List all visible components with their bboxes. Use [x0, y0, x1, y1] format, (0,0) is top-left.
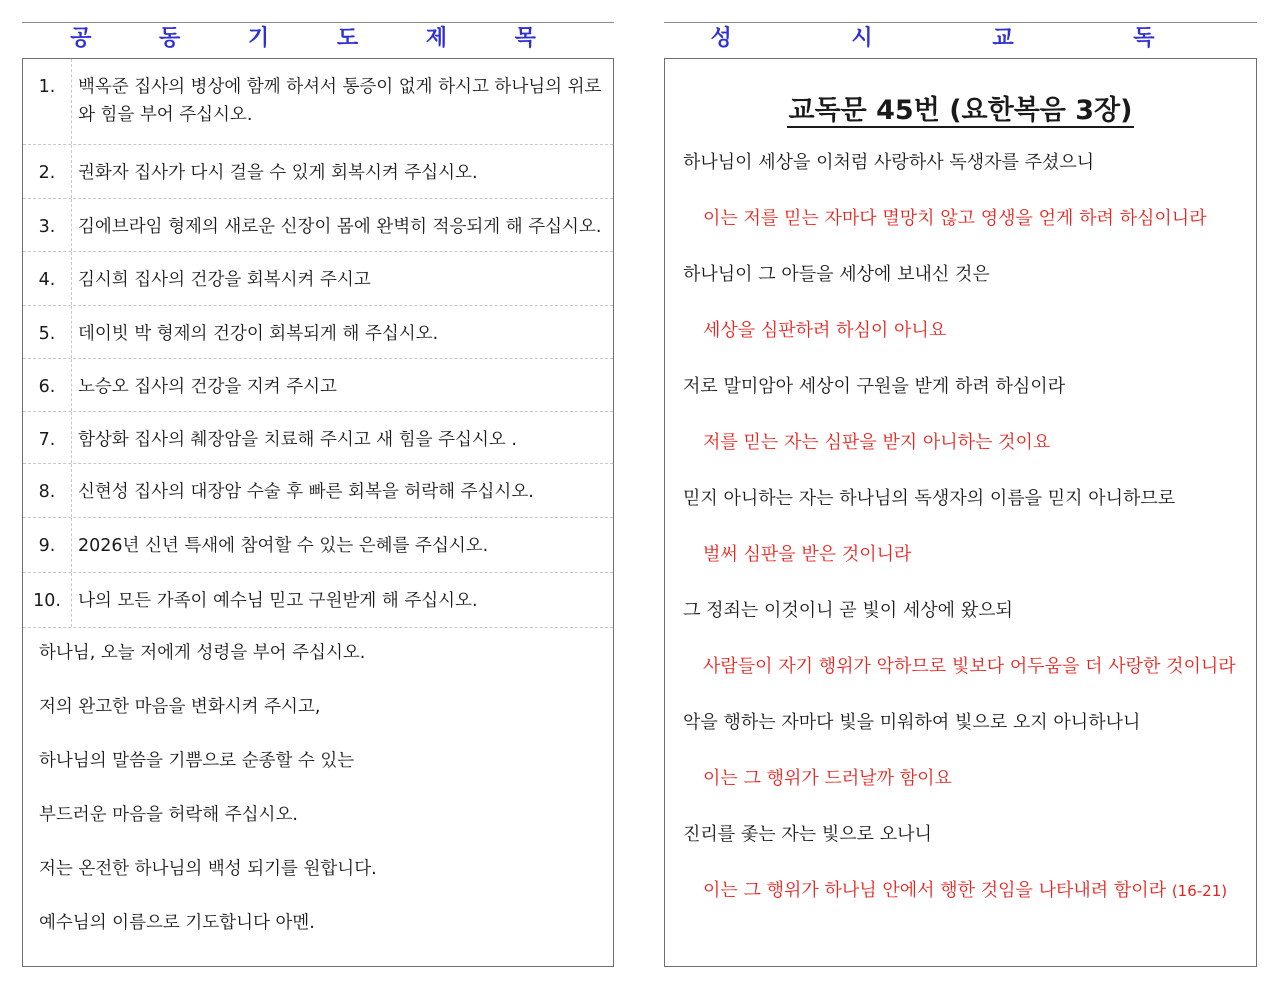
prayer-header-title: 공 동 기 도 제 목 [70, 26, 566, 51]
prayer-item [23, 518, 613, 573]
reading-lines [665, 149, 1256, 933]
prayer-item-text: 함상화 집사의 췌장암을 치료해 주시고 새 힘을 주십시오 . [78, 430, 517, 450]
reading-line-text: 저로 말미암아 세상이 구원을 받게 하려 하심이라 [683, 376, 1066, 397]
prayer-item [23, 145, 613, 199]
reading-line-text: 이는 저를 믿는 자마다 멸망치 않고 영생을 얻게 하려 하심이니라 [703, 208, 1207, 229]
reading-response-line [665, 541, 1256, 597]
reading-box [664, 58, 1257, 967]
reading-response-line [665, 653, 1256, 709]
closing-line: 하나님의 말씀을 기쁨으로 순종할 수 있는 [39, 751, 355, 771]
closing-line: 저는 온전한 하나님의 백성 되기를 원합니다. [39, 859, 377, 879]
closing-line: 부드러운 마음을 허락해 주십시오. [39, 805, 298, 825]
reading-line-text: 믿지 아니하는 자는 하나님의 독생자의 이름을 믿지 아니하므로 [683, 488, 1176, 509]
prayer-item-number: 6. [23, 359, 72, 411]
prayer-item [23, 59, 613, 145]
reading-leader-line [665, 373, 1256, 429]
reading-title [665, 93, 1256, 129]
prayer-item [23, 359, 613, 412]
prayer-item [23, 412, 613, 464]
reading-response-line [665, 429, 1256, 485]
reading-response-line [665, 317, 1256, 373]
reading-header-title: 성 시 교 독 [710, 26, 1211, 51]
reading-line-text: 진리를 좇는 자는 빛으로 오나니 [683, 824, 932, 845]
reading-leader-line [665, 149, 1256, 205]
reading-panel [664, 0, 1257, 901]
prayer-item-text: 2026년 신년 특새에 참여할 수 있는 은혜를 주십시오. [78, 536, 489, 556]
reading-leader-line [665, 709, 1256, 765]
prayer-item-number: 2. [23, 145, 72, 198]
reading-title-text: 교독문 45번 (요한복음 3장) [788, 95, 1133, 126]
reading-leader-line [665, 485, 1256, 541]
reading-line-text: 저를 믿는 자는 심판을 받지 아니하는 것이요 [703, 432, 1051, 453]
prayer-box [22, 58, 614, 967]
prayer-item-number: 9. [23, 518, 72, 572]
prayer-item-number: 10. [23, 573, 72, 627]
prayer-item [23, 199, 613, 252]
closing-line: 예수님의 이름으로 기도합니다 아멘. [39, 913, 315, 933]
prayer-item [23, 573, 613, 628]
reading-leader-line [665, 821, 1256, 877]
prayer-item-number: 7. [23, 412, 72, 463]
reading-reference: (16-21) [1171, 882, 1228, 900]
reading-line-text: 이는 그 행위가 드러날까 함이요 [703, 768, 952, 789]
prayer-list [23, 59, 613, 628]
reading-leader-line [665, 597, 1256, 653]
prayer-item [23, 252, 613, 306]
prayer-item [23, 464, 613, 518]
prayer-item-number: 4. [23, 252, 72, 305]
reading-response-line [665, 877, 1256, 933]
reading-response-line [665, 205, 1256, 261]
reading-line-text: 이는 그 행위가 하나님 안에서 행한 것임을 나타내려 함이라 [703, 880, 1167, 901]
prayer-item-number: 5. [23, 306, 72, 358]
reading-line-text: 악을 행하는 자마다 빛을 미워하여 빛으로 오지 아니하나니 [683, 712, 1141, 733]
prayer-item-text: 김에브라임 형제의 새로운 신장이 몸에 완벽히 적응되게 해 주십시오. [78, 217, 602, 237]
reading-line-text: 하나님이 세상을 이처럼 사랑하사 독생자를 주셨으니 [683, 152, 1095, 173]
prayer-item-text: 노승오 집사의 건강을 지켜 주시고 [78, 377, 337, 397]
prayer-item-text: 김시희 집사의 건강을 회복시켜 주시고 [78, 270, 371, 290]
reading-response-line [665, 765, 1256, 821]
prayer-item-text: 나의 모든 가족이 예수님 믿고 구원받게 해 주십시오. [78, 591, 478, 611]
prayer-item-number: 3. [23, 199, 72, 251]
reading-line-text: 벌써 심판을 받은 것이니라 [703, 544, 912, 565]
prayer-item-text: 신현성 집사의 대장암 수술 후 빠른 회복을 허락해 주십시오. [78, 482, 534, 502]
reading-leader-line [665, 261, 1256, 317]
reading-line-text: 하나님이 그 아들을 세상에 보내신 것은 [683, 264, 990, 285]
closing-line: 하나님, 오늘 저에게 성령을 부어 주십시오. [39, 643, 366, 663]
prayer-item-text: 백옥준 집사의 병상에 함께 하셔서 통증이 없게 하시고 하나님의 위로와 힘을 부어 주십시오. [78, 77, 602, 125]
prayer-item-text: 권화자 집사가 다시 걸을 수 있게 회복시켜 주십시오. [78, 163, 478, 183]
reading-line-text: 세상을 심판하려 하심이 아니요 [703, 320, 947, 341]
closing-prayer [23, 628, 613, 960]
prayer-item [23, 306, 613, 359]
prayer-item-text: 데이빗 박 형제의 건강이 회복되게 해 주십시오. [78, 324, 439, 344]
prayer-item-number: 8. [23, 464, 72, 517]
prayer-panel [22, 0, 614, 933]
reading-line-text: 사람들이 자기 행위가 악하므로 빛보다 어두움을 더 사랑한 것이니라 [703, 656, 1236, 677]
closing-line: 저의 완고한 마음을 변화시켜 주시고, [39, 697, 321, 717]
reading-line-text: 그 정죄는 이것이니 곧 빛이 세상에 왔으되 [683, 600, 1013, 621]
prayer-item-number: 1. [23, 59, 72, 144]
